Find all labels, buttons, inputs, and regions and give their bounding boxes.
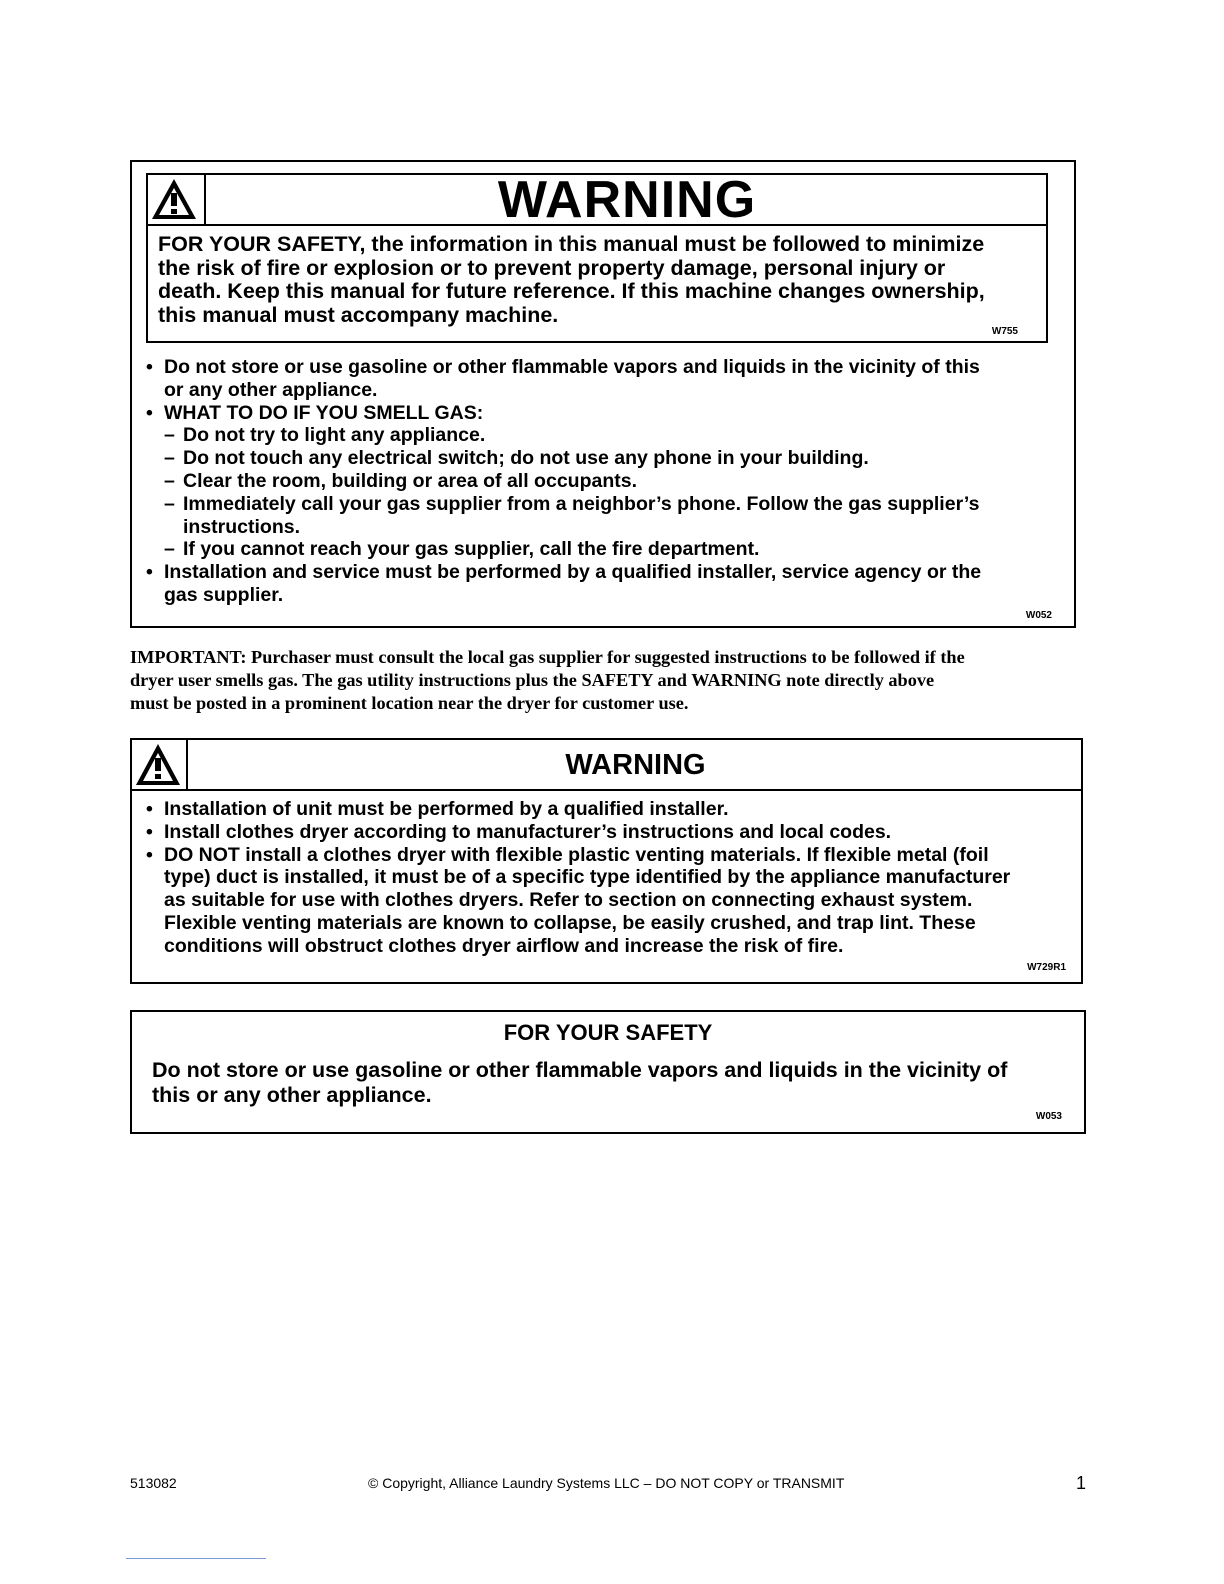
bullet: • xyxy=(146,820,153,843)
installation-list xyxy=(146,798,1076,958)
text-line: Do not store or use gasoline or other flammable vapors and liquids in the vicinity of xyxy=(152,1058,1008,1082)
text-line: DO NOT install a clothes dryer with flexible plastic venting materials. If flexible metal (foil xyxy=(164,843,989,866)
bullet: • xyxy=(146,561,153,584)
safety-title: FOR YOUR SAFETY xyxy=(503,1020,713,1045)
text-line: or any other appliance. xyxy=(164,378,378,401)
document-number: 513082 xyxy=(130,1475,177,1491)
safety-statement xyxy=(152,1058,1072,1108)
dash: – xyxy=(164,469,175,492)
warning-title: WARNING xyxy=(497,171,757,229)
dash: – xyxy=(164,538,175,561)
warning-code: W052 xyxy=(1025,610,1052,621)
important-notice xyxy=(130,646,1090,715)
text-line: this manual must accompany machine. xyxy=(158,302,559,327)
text-line: gas supplier. xyxy=(164,583,284,606)
text-line: IMPORTANT: Purchaser must consult the local gas supplier for suggested instructions to be followed if the xyxy=(130,647,965,667)
bullet: • xyxy=(146,798,153,820)
warning-code: W755 xyxy=(991,326,1018,337)
text-line: Do not touch any electrical switch; do not use any phone in your building. xyxy=(183,447,869,470)
warning-code: W729R1 xyxy=(1027,962,1066,973)
bullet: • xyxy=(146,356,153,378)
list-item xyxy=(146,402,1056,425)
text-line: Flexible venting materials are known to collapse, be easily crushed, and trap lint. These xyxy=(164,911,976,934)
divider xyxy=(130,789,1083,791)
warning-triangle-icon xyxy=(130,738,188,790)
text-line: as suitable for use with clothes dryers. Refer to section on connecting exhaust system. xyxy=(164,889,973,912)
text-line: Installation and service must be performed by a qualified installer, service agency or the xyxy=(164,561,982,584)
text-line: Install clothes dryer according to manufacturer’s instructions and local codes. xyxy=(164,820,892,843)
bullet: • xyxy=(146,401,153,424)
bullet: • xyxy=(146,843,153,866)
text-line: Installation of unit must be performed by a qualified installer. xyxy=(164,798,729,820)
text-line: type) duct is installed, it must be of a specific type identified by the appliance manufacturer xyxy=(164,866,1011,889)
text-line: this or any other appliance. xyxy=(152,1083,432,1107)
divider xyxy=(126,1558,266,1559)
sub-list-item xyxy=(146,470,1056,493)
text-line: Clear the room, building or area of all occupants. xyxy=(183,469,637,492)
list-item xyxy=(146,798,1076,821)
list-item xyxy=(146,561,1056,607)
warning-title: WARNING xyxy=(565,749,706,781)
text-line: Do not try to light any appliance. xyxy=(183,424,486,447)
copyright-notice: © Copyright, Alliance Laundry Systems LLC – DO NOT COPY or TRANSMIT xyxy=(368,1475,845,1491)
sub-list-item xyxy=(146,493,1056,539)
list-item xyxy=(146,844,1076,958)
sub-list-item xyxy=(146,424,1056,447)
text-line: death. Keep this manual for future reference. If this machine changes ownership, xyxy=(158,279,985,303)
sub-list-item xyxy=(146,538,1056,561)
text-line: conditions will obstruct clothes dryer airflow and increase the risk of fire. xyxy=(164,934,844,957)
text-line: Do not store or use gasoline or other flammable vapors and liquids in the vicinity of this xyxy=(164,356,980,378)
sub-list-item xyxy=(146,447,1056,470)
dash: – xyxy=(164,492,175,515)
list-item xyxy=(146,356,1056,402)
text-line: If you cannot reach your gas supplier, call the fire department. xyxy=(183,538,760,561)
warning-code: W053 xyxy=(1035,1111,1062,1122)
dash: – xyxy=(164,424,175,447)
page-number: 1 xyxy=(1076,1473,1087,1493)
text-line: FOR YOUR SAFETY, the information in this manual must be followed to minimize xyxy=(158,232,985,256)
list-item xyxy=(146,821,1076,844)
text-line: must be posted in a prominent location near the dryer for customer use. xyxy=(130,693,689,713)
gas-safety-list xyxy=(146,356,1056,607)
warning-statement xyxy=(158,233,1042,327)
text-line: Immediately call your gas supplier from a neighbor’s phone. Follow the gas supplier’s xyxy=(183,492,980,515)
text-line: WHAT TO DO IF YOU SMELL GAS: xyxy=(164,401,484,424)
text-line: the risk of fire or explosion or to prevent property damage, personal injury or xyxy=(158,255,946,280)
dash: – xyxy=(164,447,175,470)
text-line: dryer user smells gas. The gas utility instructions plus the SAFETY and WARNING note directly above xyxy=(130,670,935,690)
warning-triangle-icon xyxy=(146,173,206,226)
text-line: instructions. xyxy=(183,515,301,538)
